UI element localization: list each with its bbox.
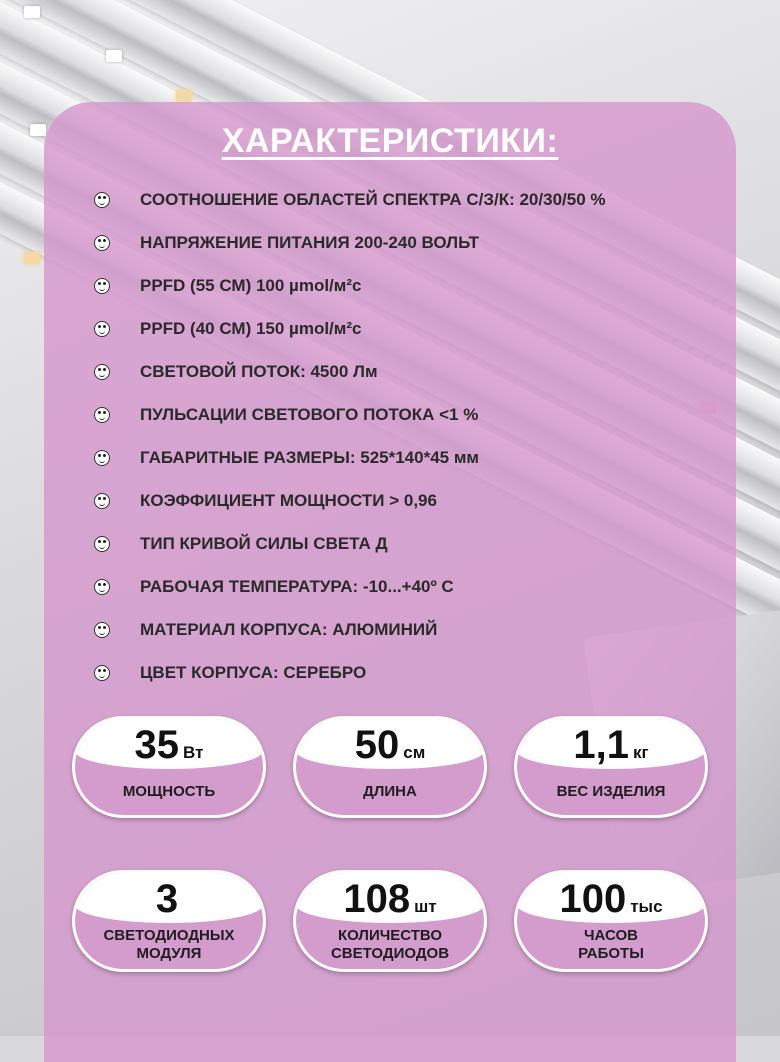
led-chip (106, 50, 122, 62)
stat-unit: кг (633, 743, 649, 762)
stat-power (72, 716, 266, 818)
smiley-face-icon (94, 450, 110, 466)
stat-value: 100 (559, 877, 627, 921)
spec-list (94, 178, 734, 694)
smiley-face-icon (94, 536, 110, 552)
smiley-face-icon (94, 493, 110, 509)
spec-item (94, 221, 734, 264)
stat-value: 35 (134, 723, 180, 767)
spec-text: ТИП КРИВОЙ СИЛЫ СВЕТА Д (140, 533, 388, 553)
spec-text: СООТНОШЕНИЕ ОБЛАСТЕЙ СПЕКТРА С/З/К: 20/30/50 % (140, 189, 606, 209)
stat-value: 1,1 (573, 723, 629, 767)
spec-text: PPFD (40 СМ) 150 µmol/м²с (140, 318, 362, 338)
spec-text: ЦВЕТ КОРПУСА: СЕРЕБРО (140, 662, 367, 682)
spec-item (94, 178, 734, 221)
spec-text: ПУЛЬСАЦИИ СВЕТОВОГО ПОТОКА <1 % (140, 404, 479, 424)
spec-item (94, 393, 734, 436)
spec-text: ГАБАРИТНЫЕ РАЗМЕРЫ: 525*140*45 мм (140, 447, 479, 467)
stat-hours (514, 870, 708, 972)
stat-label: ДЛИНА (363, 783, 417, 800)
spec-text: МАТЕРИАЛ КОРПУСА: АЛЮМИНИЙ (140, 619, 438, 639)
spec-text: КОЭФФИЦИЕНТ МОЩНОСТИ > 0,96 (140, 490, 437, 510)
stat-value: 50 (354, 723, 400, 767)
led-chip (24, 252, 40, 264)
spec-text: РАБОЧАЯ ТЕМПЕРАТУРА: -10...+40º С (140, 576, 454, 596)
smiley-face-icon (94, 235, 110, 251)
smiley-face-icon (94, 622, 110, 638)
spec-text: НАПРЯЖЕНИЕ ПИТАНИЯ 200-240 ВОЛЬТ (140, 232, 479, 252)
stat-label: ЧАСОВ РАБОТЫ (578, 927, 644, 962)
spec-text: СВЕТОВОЙ ПОТОК: 4500 Лм (140, 361, 378, 381)
stat-modules (72, 870, 266, 972)
stat-label: МОЩНОСТЬ (122, 783, 216, 800)
spec-item (94, 565, 734, 608)
stat-weight (514, 716, 708, 818)
smiley-face-icon (94, 665, 110, 681)
spec-item (94, 651, 734, 694)
stat-led-count (293, 870, 487, 972)
spec-item (94, 479, 734, 522)
stat-value: 108 (343, 877, 411, 921)
spec-text: PPFD (55 СМ) 100 µmol/м²с (140, 275, 362, 295)
stat-label: КОЛИЧЕСТВО СВЕТОДИОДОВ (330, 927, 450, 962)
spec-item (94, 350, 734, 393)
stat-unit: тыс (630, 897, 663, 916)
spec-item (94, 522, 734, 565)
spec-item (94, 608, 734, 651)
stat-unit: Вт (183, 743, 204, 762)
stat-label: ВЕС ИЗДЕЛИЯ (556, 783, 666, 800)
stat-value: 3 (155, 877, 179, 921)
spec-item (94, 307, 734, 350)
led-chip (24, 6, 40, 18)
page-title: ХАРАКТЕРИСТИКИ: (221, 122, 559, 160)
spec-item (94, 264, 734, 307)
smiley-face-icon (94, 407, 110, 423)
smiley-face-icon (94, 192, 110, 208)
led-chip (176, 90, 192, 102)
smiley-face-icon (94, 364, 110, 380)
stat-unit: шт (414, 897, 437, 916)
smiley-face-icon (94, 321, 110, 337)
spec-item (94, 436, 734, 479)
smiley-face-icon (94, 278, 110, 294)
stat-unit: см (403, 743, 426, 762)
stat-label: СВЕТОДИОДНЫХ МОДУЛЯ (103, 927, 235, 962)
smiley-face-icon (94, 579, 110, 595)
stat-length (293, 716, 487, 818)
